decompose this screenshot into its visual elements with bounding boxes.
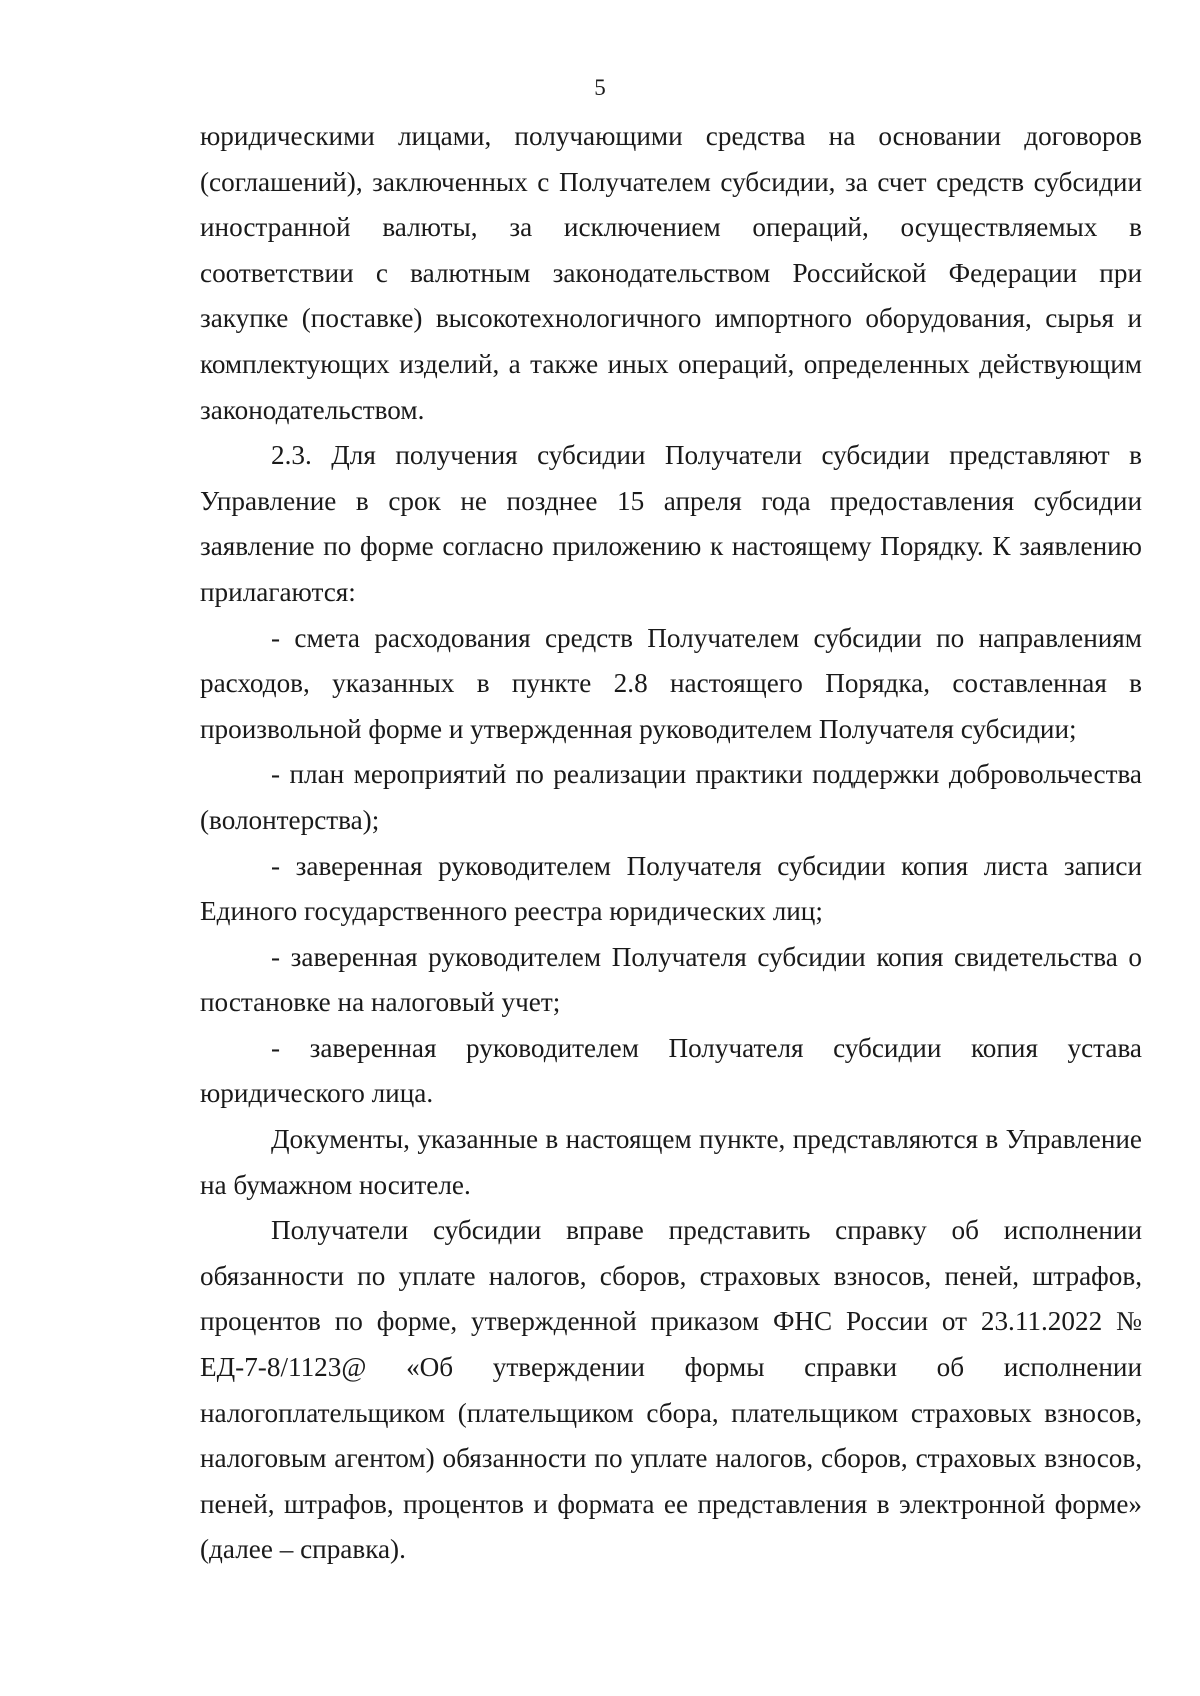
paragraph-clause-2-3: 2.3. Для получения субсидии Получатели субсидии представляют в Управление в срок не позднее 15 апреля года предоставления субсидии заявление по форме согласно приложению к настоящему Порядку. К заявлению прилагаются: [200,440,1142,607]
document-body [200,114,1142,1573]
list-item-egrul-copy: - заверенная руководителем Получателя субсидии копия листа записи Единого государственного реестра юридических лиц; [200,850,1142,927]
list-item-estimate: - смета расходования средств Получателем субсидии по направлениям расходов, указанных в пункте 2.8 настоящего Порядка, составленная в произвольной форме и утвержденная руководителем Получателя субсидии; [200,622,1142,744]
paragraph-continuation: юридическими лицами, получающими средства на основании договоров (соглашений), заключенных с Получателем субсидии, за счет средств субсидии иностранной валюты, за исключением операций, осуществляемых в соответствии с валютным законодательством Российской Федерации при закупке (поставке) высокотехнологичного импортного оборудования, сырья и комплектующих изделий, а также иных операций, определенных действующим законодательством. [200,121,1142,425]
paragraph-paper-submission: Документы, указанные в настоящем пункте, представляются в Управление на бумажном носителе. [200,1124,1142,1200]
list-item-charter-copy: - заверенная руководителем Получателя субсидии копия устава юридического лица. [200,1032,1142,1109]
page-number: 5 [594,75,606,100]
list-item-tax-certificate: - заверенная руководителем Получателя субсидии копия свидетельства о постановке на налоговый учет; [200,941,1142,1018]
list-item-plan: - план мероприятий по реализации практики поддержки добровольчества (волонтерства); [200,759,1142,835]
paragraph-tax-reference: Получатели субсидии вправе представить справку об исполнении обязанности по уплате налогов, сборов, страховых взносов, пеней, штрафов, процентов по форме, утвержденной приказом ФНС России от 23.11.2022 № ЕД-7-8/1123@ «Об утверждении формы справки об исполнении налогоплательщиком (плательщиком сбора, плательщиком страховых взносов, налоговым агентом) обязанности по уплате налогов, сборов, страховых взносов, пеней, штрафов, процентов и формата ее представления в электронной форме» (далее – справка). [200,1215,1142,1565]
